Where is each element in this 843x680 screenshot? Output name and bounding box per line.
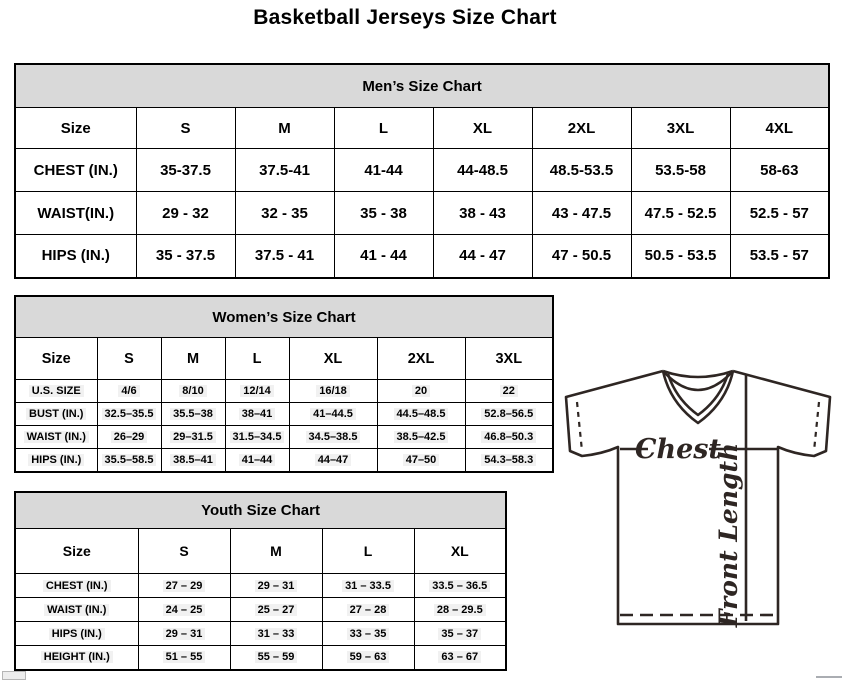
youth-table-row: [15, 622, 506, 646]
youth-table-row: [15, 646, 506, 670]
men-value-cell: 41-44: [334, 149, 433, 192]
men-value-cell: 47 - 50.5: [532, 235, 631, 278]
women-value-cell: 31.5–34.5: [225, 426, 289, 449]
right-cuff-dashed-seam: [814, 402, 819, 451]
men-value-cell: 35-37.5: [136, 149, 235, 192]
vneck-inner-line: [668, 374, 728, 415]
women-value-cell: 41–44: [225, 449, 289, 472]
page-title: Basketball Jerseys Size Chart: [253, 6, 557, 29]
women-table-row: [15, 403, 553, 426]
women-table-row: [15, 449, 553, 472]
men-value-cell: 50.5 - 53.5: [631, 235, 730, 278]
men-row-label: HIPS (IN.): [15, 235, 136, 278]
women-table-title: Women’s Size Chart: [15, 296, 553, 338]
men-column-header: XL: [433, 108, 532, 149]
men-value-cell: 43 - 47.5: [532, 192, 631, 235]
men-column-header: Size: [15, 108, 136, 149]
men-value-cell: 32 - 35: [235, 192, 334, 235]
women-row-label: BUST (IN.): [15, 403, 97, 426]
men-value-cell: 38 - 43: [433, 192, 532, 235]
women-value-cell: 32.5–35.5: [97, 403, 161, 426]
women-column-header: 2XL: [377, 338, 465, 380]
men-table-row: [15, 149, 829, 192]
men-table-row: [15, 235, 829, 278]
youth-column-header: S: [138, 529, 230, 574]
women-column-header: Size: [15, 338, 97, 380]
bottom-right-handle: [816, 676, 842, 678]
youth-value-cell: 31 – 33.5: [322, 574, 414, 598]
youth-size-table: [14, 491, 507, 671]
men-value-cell: 48.5-53.5: [532, 149, 631, 192]
men-row-label: CHEST (IN.): [15, 149, 136, 192]
women-value-cell: 44–47: [289, 449, 377, 472]
women-value-cell: 52.8–56.5: [465, 403, 553, 426]
youth-value-cell: 29 – 31: [138, 622, 230, 646]
youth-row-label: CHEST (IN.): [15, 574, 138, 598]
youth-column-header: L: [322, 529, 414, 574]
women-value-cell: 4/6: [97, 380, 161, 403]
youth-table-row: [15, 598, 506, 622]
women-value-cell: 12/14: [225, 380, 289, 403]
men-column-header: 3XL: [631, 108, 730, 149]
men-value-cell: 53.5-58: [631, 149, 730, 192]
men-value-cell: 58-63: [730, 149, 829, 192]
men-column-header: S: [136, 108, 235, 149]
youth-value-cell: 35 – 37: [414, 622, 506, 646]
women-column-header: 3XL: [465, 338, 553, 380]
womens-size-table: [14, 295, 554, 473]
men-column-header: L: [334, 108, 433, 149]
women-value-cell: 22: [465, 380, 553, 403]
collar-top-curve: [663, 371, 733, 377]
youth-table-row: [15, 574, 506, 598]
men-value-cell: 37.5 - 41: [235, 235, 334, 278]
women-value-cell: 35.5–38: [161, 403, 225, 426]
women-value-cell: 38.5–41: [161, 449, 225, 472]
youth-row-label: HIPS (IN.): [15, 622, 138, 646]
women-value-cell: 8/10: [161, 380, 225, 403]
men-column-header: M: [235, 108, 334, 149]
youth-value-cell: 55 – 59: [230, 646, 322, 670]
men-value-cell: 44 - 47: [433, 235, 532, 278]
women-value-cell: 38.5–42.5: [377, 426, 465, 449]
men-value-cell: 47.5 - 52.5: [631, 192, 730, 235]
men-value-cell: 29 - 32: [136, 192, 235, 235]
women-value-cell: 35.5–58.5: [97, 449, 161, 472]
youth-value-cell: 31 – 33: [230, 622, 322, 646]
men-value-cell: 35 - 38: [334, 192, 433, 235]
men-value-cell: 44-48.5: [433, 149, 532, 192]
women-value-cell: 54.3–58.3: [465, 449, 553, 472]
women-row-label: WAIST (IN.): [15, 426, 97, 449]
youth-column-header: XL: [414, 529, 506, 574]
women-value-cell: 26–29: [97, 426, 161, 449]
youth-value-cell: 25 – 27: [230, 598, 322, 622]
men-table-title: Men’s Size Chart: [15, 64, 829, 108]
women-value-cell: 47–50: [377, 449, 465, 472]
youth-column-header: M: [230, 529, 322, 574]
women-value-cell: 46.8–50.3: [465, 426, 553, 449]
youth-value-cell: 33 – 35: [322, 622, 414, 646]
youth-value-cell: 29 – 31: [230, 574, 322, 598]
women-value-cell: 41–44.5: [289, 403, 377, 426]
men-table-row: [15, 192, 829, 235]
women-column-header: XL: [289, 338, 377, 380]
youth-value-cell: 59 – 63: [322, 646, 414, 670]
jersey-measurement-diagram: [556, 357, 843, 647]
women-value-cell: 44.5–48.5: [377, 403, 465, 426]
women-column-header: L: [225, 338, 289, 380]
women-table-row: [15, 380, 553, 403]
women-row-label: U.S. SIZE: [15, 380, 97, 403]
men-value-cell: 37.5-41: [235, 149, 334, 192]
youth-value-cell: 51 – 55: [138, 646, 230, 670]
youth-column-header: Size: [15, 529, 138, 574]
women-column-header: M: [161, 338, 225, 380]
youth-value-cell: 28 – 29.5: [414, 598, 506, 622]
youth-row-label: WAIST (IN.): [15, 598, 138, 622]
youth-value-cell: 63 – 67: [414, 646, 506, 670]
front-length-label: Front Length: [714, 442, 743, 628]
women-value-cell: 29–31.5: [161, 426, 225, 449]
youth-row-label: HEIGHT (IN.): [15, 646, 138, 670]
youth-value-cell: 33.5 – 36.5: [414, 574, 506, 598]
women-value-cell: 38–41: [225, 403, 289, 426]
women-column-header: S: [97, 338, 161, 380]
women-value-cell: 20: [377, 380, 465, 403]
left-cuff-dashed-seam: [577, 402, 582, 451]
youth-value-cell: 27 – 28: [322, 598, 414, 622]
men-column-header: 4XL: [730, 108, 829, 149]
mens-size-table: [14, 63, 830, 279]
men-column-header: 2XL: [532, 108, 631, 149]
men-value-cell: 35 - 37.5: [136, 235, 235, 278]
jersey-outline: [566, 371, 830, 624]
youth-table-title: Youth Size Chart: [15, 492, 506, 529]
chest-label: Chest: [635, 434, 721, 465]
women-value-cell: 34.5–38.5: [289, 426, 377, 449]
youth-value-cell: 24 – 25: [138, 598, 230, 622]
women-table-row: [15, 426, 553, 449]
men-value-cell: 52.5 - 57: [730, 192, 829, 235]
men-row-label: WAIST(IN.): [15, 192, 136, 235]
women-value-cell: 16/18: [289, 380, 377, 403]
men-value-cell: 41 - 44: [334, 235, 433, 278]
youth-value-cell: 27 – 29: [138, 574, 230, 598]
women-row-label: HIPS (IN.): [15, 449, 97, 472]
men-value-cell: 53.5 - 57: [730, 235, 829, 278]
